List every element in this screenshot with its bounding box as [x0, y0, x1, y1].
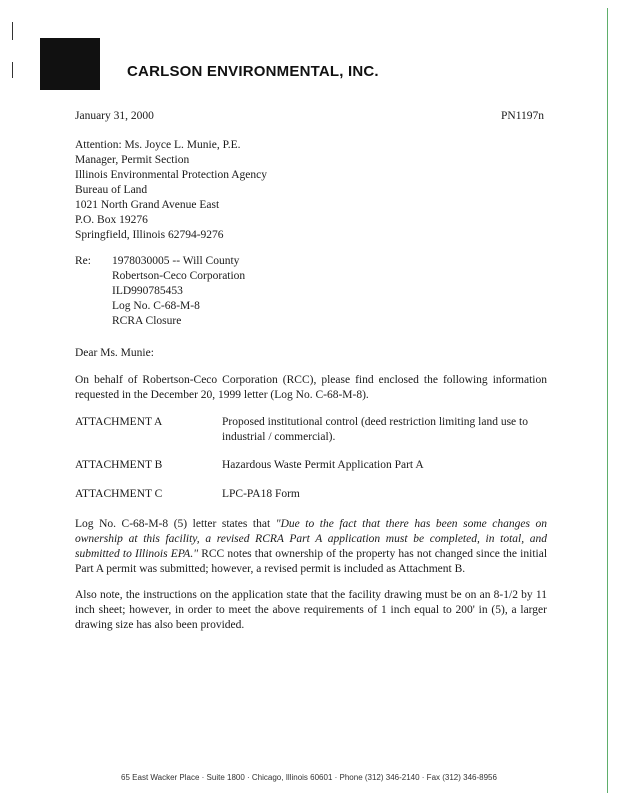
address-line: Illinois Environmental Protection Agency	[75, 169, 267, 181]
company-logo	[40, 38, 100, 90]
paragraph-ownership-rest: RCC notes that ownership of the property has not changed since the initial Part A permit was submitted; however, a revised permit is included as Attachment B.	[75, 548, 548, 575]
scan-edge-line	[607, 8, 608, 793]
subject-line: Robertson-Ceco Corporation	[112, 270, 246, 282]
address-line: Manager, Permit Section	[75, 154, 190, 166]
paragraph-intro: On behalf of Robertson-Ceco Corporation (RCC), please find enclosed the following information requested in the December 20, 1999 letter (Log No. C-68-M-8).	[75, 374, 547, 401]
attachment-label: ATTACHMENT B	[75, 459, 163, 471]
attachment-label: ATTACHMENT C	[75, 488, 163, 500]
attachment-description: Hazardous Waste Permit Application Part A	[222, 459, 424, 471]
quoted-requirement: "Due to the fact that there has been some changes on ownership at this facility, a revised RCRA Part A application must be completed, in total, and submitted to Illinois EPA."	[75, 518, 547, 560]
subject-block	[112, 254, 245, 329]
recipient-address	[75, 138, 475, 243]
reference-code: PN1197n	[501, 110, 545, 122]
letter-date: January 31, 2000	[75, 110, 154, 122]
paragraph-ownership	[75, 517, 547, 577]
attachment-description: LPC-PA18 Form	[222, 488, 300, 500]
scan-mark	[12, 62, 13, 78]
address-line: P.O. Box 19276	[75, 214, 148, 226]
subject-line: RCRA Closure	[112, 315, 182, 327]
scan-mark	[12, 22, 13, 40]
paragraph-ownership-intro: Log No. C-68-M-8 (5) letter states that	[75, 518, 271, 530]
paragraph-drawing: Also note, the instructions on the application state that the facility drawing must be on an 8-1/2 by 11 inch sheet; however, in order to meet the above requirements of 1 inch equal to 200' in (5), a larger drawing size has also been provided.	[75, 589, 547, 631]
address-line: Bureau of Land	[75, 184, 148, 196]
address-line: Springfield, Illinois 62794-9276	[75, 229, 224, 241]
subject-line: Log No. C-68-M-8	[112, 300, 200, 312]
re-label: Re:	[75, 255, 91, 267]
salutation: Dear Ms. Munie:	[75, 347, 154, 359]
address-line: Attention: Ms. Joyce L. Munie, P.E.	[75, 139, 241, 151]
address-line: 1021 North Grand Avenue East	[75, 199, 220, 211]
subject-line: ILD990785453	[112, 285, 183, 297]
company-name: CARLSON ENVIRONMENTAL, INC.	[127, 63, 379, 80]
subject-line: 1978030005 -- Will County	[112, 255, 240, 267]
attachment-label: ATTACHMENT A	[75, 416, 163, 428]
letterhead-footer: 65 East Wacker Place · Suite 1800 · Chicago, Illinois 60601 · Phone (312) 346-2140 · Fax (312) 346-8956	[121, 773, 497, 782]
attachment-description: Proposed institutional control (deed restriction limiting land use to industrial / commercial).	[222, 416, 528, 443]
